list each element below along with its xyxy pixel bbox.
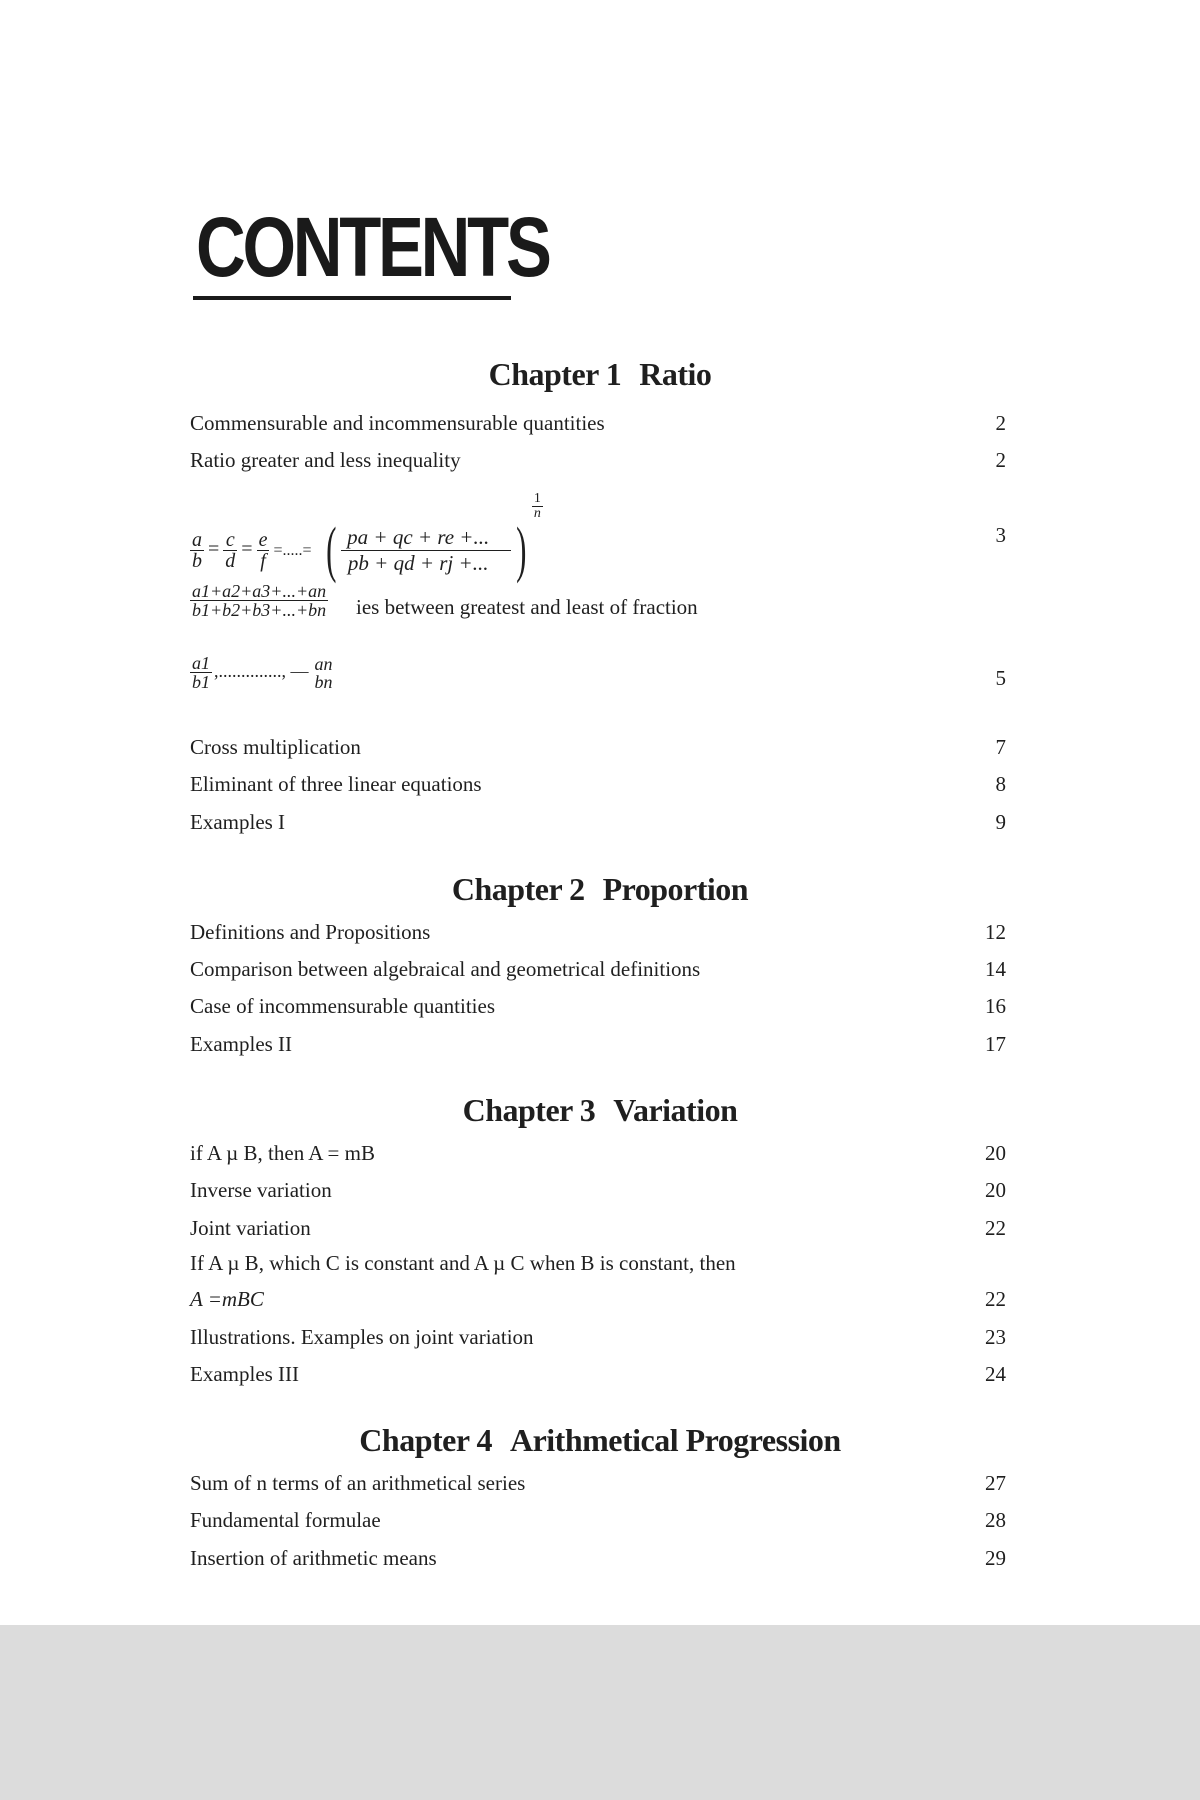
toc-entry[interactable]: [190, 1029, 1006, 1059]
toc-entry-page: 2: [995, 448, 1006, 472]
chapter-heading-2: [0, 873, 1200, 905]
chapter-number: Chapter 2: [451, 871, 585, 907]
toc-entry[interactable]: [190, 1213, 1006, 1243]
toc-entry-page: 23: [985, 1325, 1006, 1349]
fraction-power-sum: $\frac{pa + qc + re +...}{pb + qd + rj +...}$: [341, 527, 511, 574]
toc-entry-text: Insertion of arithmetic means: [190, 1546, 437, 1570]
chapter-heading-3: [0, 1094, 1200, 1126]
toc-entry-text: Fundamental formulae: [190, 1508, 381, 1532]
toc-entry[interactable]: [190, 1359, 1006, 1389]
toc-entry-page: 12: [985, 920, 1006, 944]
toc-entry-page: 24: [985, 1362, 1006, 1386]
toc-entry-text: Case of incommensurable quantities: [190, 994, 496, 1018]
toc-entry[interactable]: [190, 445, 1006, 475]
toc-entry-page: 7: [995, 735, 1006, 759]
toc-entry[interactable]: [190, 1505, 1006, 1535]
toc-entry-page: 16: [985, 994, 1006, 1018]
toc-entry-page: 5: [995, 666, 1006, 690]
toc-entry[interactable]: [190, 732, 1006, 762]
toc-entry[interactable]: [190, 1175, 1006, 1205]
toc-entry[interactable]: [190, 991, 1006, 1021]
toc-entry-page: 20: [985, 1141, 1006, 1165]
chapter-number: Chapter 4: [359, 1422, 492, 1458]
chapter-number: Chapter 3: [462, 1092, 596, 1128]
toc-entry-text: Cross multiplication: [190, 735, 361, 759]
fraction-c-d: $\frac{c}{d}$: [225, 528, 236, 572]
toc-entry-text: Commensurable and incommensurable quantities: [190, 411, 605, 435]
toc-entry-page: 28: [985, 1508, 1006, 1532]
toc-entry-text: ies between greatest and least of fraction: [356, 595, 698, 619]
toc-entry[interactable]: [190, 1248, 1006, 1278]
fraction-e-f: $\frac{e}{f}$: [258, 528, 268, 572]
toc-entry[interactable]: [190, 954, 1006, 984]
chapter-name: Variation: [613, 1092, 738, 1128]
toc-entry-page: 27: [985, 1471, 1006, 1495]
toc-entry-page: 3: [995, 523, 1006, 547]
toc-entry[interactable]: [190, 807, 1006, 837]
page-title: CONTENTS: [196, 200, 549, 294]
toc-entry-text: Examples II: [190, 1032, 293, 1056]
chapter-heading-1: [0, 358, 1200, 390]
toc-entry[interactable]: [190, 769, 1006, 799]
toc-entry-text: Sum of n terms of an arithmetical series: [190, 1471, 526, 1495]
toc-entry[interactable]: [190, 520, 1006, 550]
toc-entry-text: Eliminant of three linear equations: [190, 772, 482, 796]
toc-entry-text: A =mBC: [190, 1287, 264, 1311]
toc-entry-page: 29: [985, 1546, 1006, 1570]
toc-entry-text: Examples III: [190, 1362, 300, 1386]
toc-entry-page: 9: [995, 810, 1006, 834]
toc-entry[interactable]: [190, 1468, 1006, 1498]
ratio-chain-formula: $\frac{a}{b}$ = $\frac{c}{d}$ = $\frac{e}{f}$ =.....= ( $\frac{pa + qc + re +...}{pb + qd + rj +...}$ ) $\frac{1}{n}$: [192, 491, 541, 585]
exponent-1-over-n: $\frac{1}{n}$: [533, 491, 541, 521]
toc-entry[interactable]: [190, 1284, 1006, 1314]
toc-entry-text: If A µ B, which C is constant and A µ C when B is constant, then: [190, 1251, 736, 1275]
toc-entry-page: 8: [995, 772, 1006, 796]
sum-fraction-formula: $\frac{a1+a2+a3+...+an}{b1+b2+b3+...+bn}$: [192, 581, 327, 620]
chapter-name: Arithmetical Progression: [509, 1422, 841, 1458]
toc-entry-text: if A µ B, then A = mB: [190, 1141, 375, 1165]
toc-entry-page: 2: [995, 411, 1006, 435]
toc-entry-page: 14: [985, 957, 1006, 981]
toc-entry-text: Comparison between algebraical and geometrical definitions: [190, 957, 701, 981]
chapter-name: Proportion: [602, 871, 749, 907]
toc-entry-page: 22: [985, 1287, 1006, 1311]
chapter-heading-4: [0, 1424, 1200, 1456]
toc-entry-text: Illustrations. Examples on joint variation: [190, 1325, 534, 1349]
title-underline: [193, 296, 511, 300]
toc-entry-text: Examples I: [190, 810, 286, 834]
toc-entry-text: Joint variation: [190, 1216, 311, 1240]
toc-entry[interactable]: [190, 408, 1006, 438]
toc-entry[interactable]: [190, 1543, 1006, 1573]
toc-entry[interactable]: [190, 1138, 1006, 1168]
toc-entry-text: Ratio greater and less inequality: [190, 448, 461, 472]
chapter-name: Ratio: [639, 356, 712, 392]
toc-entry-text: Inverse variation: [190, 1178, 332, 1202]
toc-entry-page: 20: [985, 1178, 1006, 1202]
toc-entry-text: Definitions and Propositions: [190, 920, 431, 944]
fraction-list-formula: $\frac{a1}{b1}$ ,.............., — an bn: [192, 653, 333, 692]
toc-entry[interactable]: [190, 1322, 1006, 1352]
toc-entry-page: 22: [985, 1216, 1006, 1240]
chapter-number: Chapter 1: [488, 356, 622, 392]
toc-entry[interactable]: [190, 663, 1006, 693]
fraction-a-b: $\frac{a}{b}$: [192, 528, 202, 572]
toc-entry-page: 17: [985, 1032, 1006, 1056]
page-footer-band: [0, 1625, 1200, 1800]
toc-entry[interactable]: [190, 917, 1006, 947]
